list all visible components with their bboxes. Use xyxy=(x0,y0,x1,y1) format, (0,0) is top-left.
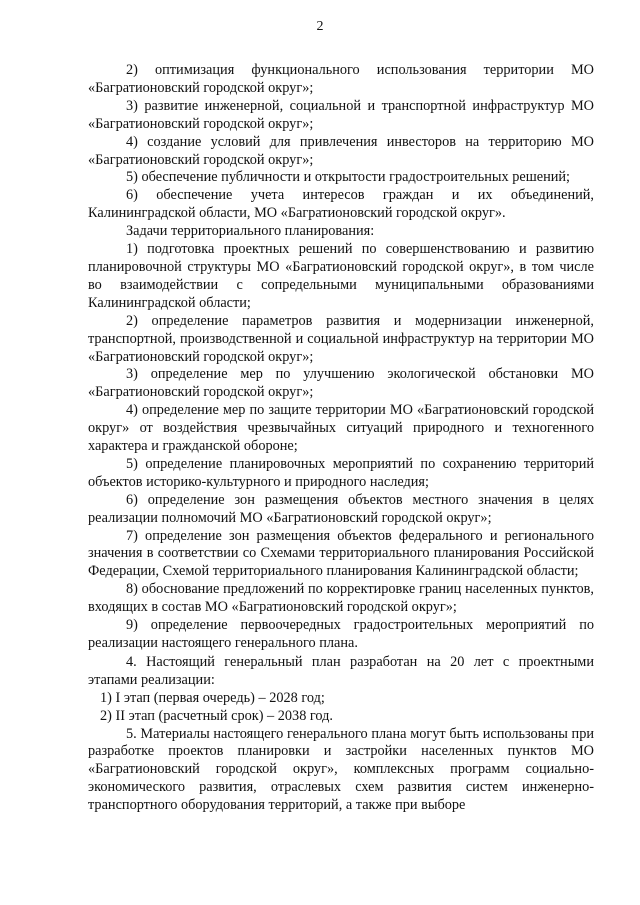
paragraph-goal-3: 3) развитие инженерной, социальной и транспортной инфраструктур МО «Багратионовский городской округ»; xyxy=(88,97,594,132)
paragraph-tasks-heading: Задачи территориального планирования: xyxy=(126,223,375,240)
paragraph-task-9: 9) определение первоочередных градостроительных мероприятий по реализации настоящего генерального плана. xyxy=(88,617,594,651)
paragraph-task-8: 8) обоснование предложений по корректировке границ населенных пунктов, входящих в состав МО «Багратионовский городской округ»; xyxy=(88,581,594,616)
paragraph-task-1: 1) подготовка проектных решений по совершенствованию и развитию планировочной структуры МО «Багратионовский городской округ», в том числе во взаимодействии с сопредельными муниципальными образованиями Калининградской области; xyxy=(88,241,594,311)
paragraph-task-4: 4) определение мер по защите территории МО «Багратионовский городской округ» от воздействия чрезвычайных ситуаций природного и техногенного характера и гражданской обороне; xyxy=(88,402,594,455)
paragraph-stage-2: 2) II этап (расчетный срок) – 2038 год. xyxy=(100,707,334,724)
paragraph-task-5: 5) определение планировочных мероприятий по сохранению территорий объектов историко-культурного и природного наследия; xyxy=(88,455,594,490)
paragraph-goal-2: 2) оптимизация функционального использования территории МО «Багратионовский городской округ»; xyxy=(88,62,594,96)
paragraph-task-2: 2) определение параметров развития и модернизации инженерной, транспортной, производственной и социальной инфраструктур на территории МО «Багратионовский городской округ»; xyxy=(88,312,594,365)
paragraph-goal-6: 6) обеспечение учета интересов граждан и их объединений, Калининградской области, МО «Багратионовский городской округ». xyxy=(88,187,594,222)
paragraph-stage-1: 1) I этап (первая очередь) – 2028 год; xyxy=(100,689,325,706)
paragraph-task-6: 6) определение зон размещения объектов местного значения в целях реализации полномочий МО «Багратионовский городской округ»; xyxy=(88,491,594,526)
paragraph-section-4: 4. Настоящий генеральный план разработан на 20 лет с проектными этапами реализации: xyxy=(88,653,594,688)
paragraph-goal-5: 5) обеспечение публичности и открытости градостроительных решений; xyxy=(126,169,571,186)
page-number: 2 xyxy=(316,19,324,34)
paragraph-section-5: 5. Материалы настоящего генерального плана могут быть использованы при разработке проектов планировки и застройки населенных пунктов МО «Багратионовский городской округ», комплексных программ социально-экономического развития, отраслевых схем развития систем инженерно-транспортного оборудования территорий, а также при выборе xyxy=(88,725,594,814)
paragraph-goal-4: 4) создание условий для привлечения инвесторов на территорию МО «Багратионовский городской округ»; xyxy=(88,133,594,168)
document-body xyxy=(88,62,594,815)
paragraph-task-7: 7) определение зон размещения объектов федерального и регионального значения в соответствии со Схемами территориального планирования Российской Федерации, Схемой территориального планирования Калининградской области; xyxy=(88,527,594,580)
paragraph-task-3: 3) определение мер по улучшению экологической обстановки МО «Багратионовский городской округ»; xyxy=(88,366,594,401)
